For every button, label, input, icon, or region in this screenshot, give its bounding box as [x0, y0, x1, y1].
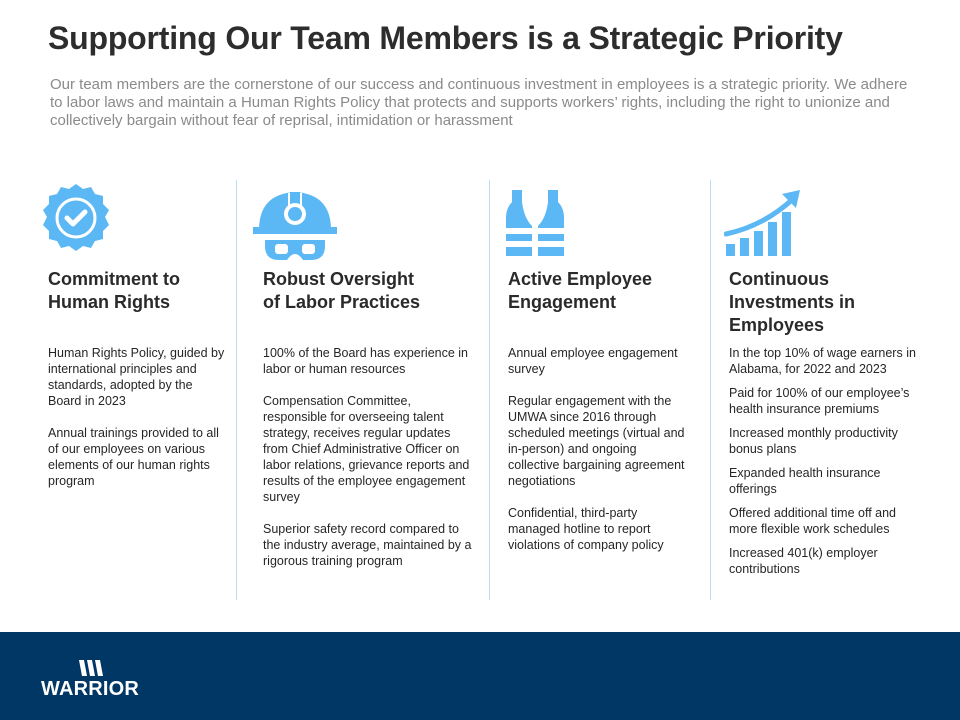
- body-paragraph: Annual employee engagement survey: [508, 346, 678, 376]
- body-paragraph: Human Rights Policy, guided by international principles and standards, adopted by the Board in 2023: [48, 346, 225, 408]
- body-paragraph: Superior safety record compared to the industry average, maintained by a rigorous training program: [263, 522, 472, 568]
- body-paragraph: Expanded health insurance offerings: [729, 466, 881, 496]
- column-employee-engagement: [508, 180, 688, 600]
- column-title: Commitment to Human Rights: [48, 269, 180, 312]
- column-body: [508, 345, 688, 553]
- body-paragraph: In the top 10% of wage earners in Alabama, for 2022 and 2023: [729, 346, 916, 376]
- company-logo-text: WARRIOR: [41, 678, 140, 700]
- growth-chart-icon: [724, 188, 804, 263]
- column-title: Robust Oversight of Labor Practices: [263, 269, 421, 312]
- hard-hat-goggles-icon: [253, 184, 337, 269]
- page-subtitle: Our team members are the cornerstone of our success and continuous investment in employees is a strategic priority. We adhere to labor laws and maintain a Human Rights Policy that protects and supports workers’ rights, including the right to unionize and collectively bargain without fear of reprisal, intimidation or harassment: [50, 76, 908, 129]
- column-divider: [710, 180, 711, 600]
- body-paragraph: Compensation Committee, responsible for overseeing talent strategy, receives regular updates from Chief Administrative Officer on labor relations, grievance reports and results of the employee engagement survey: [263, 394, 470, 504]
- column-divider: [236, 180, 237, 600]
- body-paragraph: Regular engagement with the UMWA since 2016 through scheduled meetings (virtual and in-person) and ongoing collective bargaining agreement negotiations: [508, 394, 685, 488]
- column-divider: [489, 180, 490, 600]
- column-body: [729, 345, 919, 577]
- footer-bar: [0, 632, 960, 720]
- safety-vest-icon: [502, 188, 568, 263]
- column-body: [263, 345, 475, 569]
- page-title: Supporting Our Team Members is a Strategic Priority: [48, 20, 843, 56]
- column-title: Continuous Investments in Employees: [729, 269, 856, 335]
- column-employee-investments: [729, 180, 919, 600]
- body-paragraph: Confidential, third-party managed hotline to report violations of company policy: [508, 506, 664, 552]
- badge-check-icon: [40, 182, 112, 261]
- body-paragraph: Offered additional time off and more flexible work schedules: [729, 506, 897, 536]
- body-paragraph: Increased 401(k) employer contributions: [729, 546, 878, 576]
- body-paragraph: Annual trainings provided to all of our employees on various elements of our human rights program: [48, 426, 219, 488]
- body-paragraph: Increased monthly productivity bonus plans: [729, 426, 898, 456]
- column-labor-oversight: [263, 180, 475, 600]
- column-title: Active Employee Engagement: [508, 269, 653, 312]
- body-paragraph: 100% of the Board has experience in labor or human resources: [263, 346, 468, 376]
- body-paragraph: Paid for 100% of our employee’s health insurance premiums: [729, 386, 910, 416]
- column-body: [48, 345, 228, 489]
- column-human-rights: [48, 180, 228, 600]
